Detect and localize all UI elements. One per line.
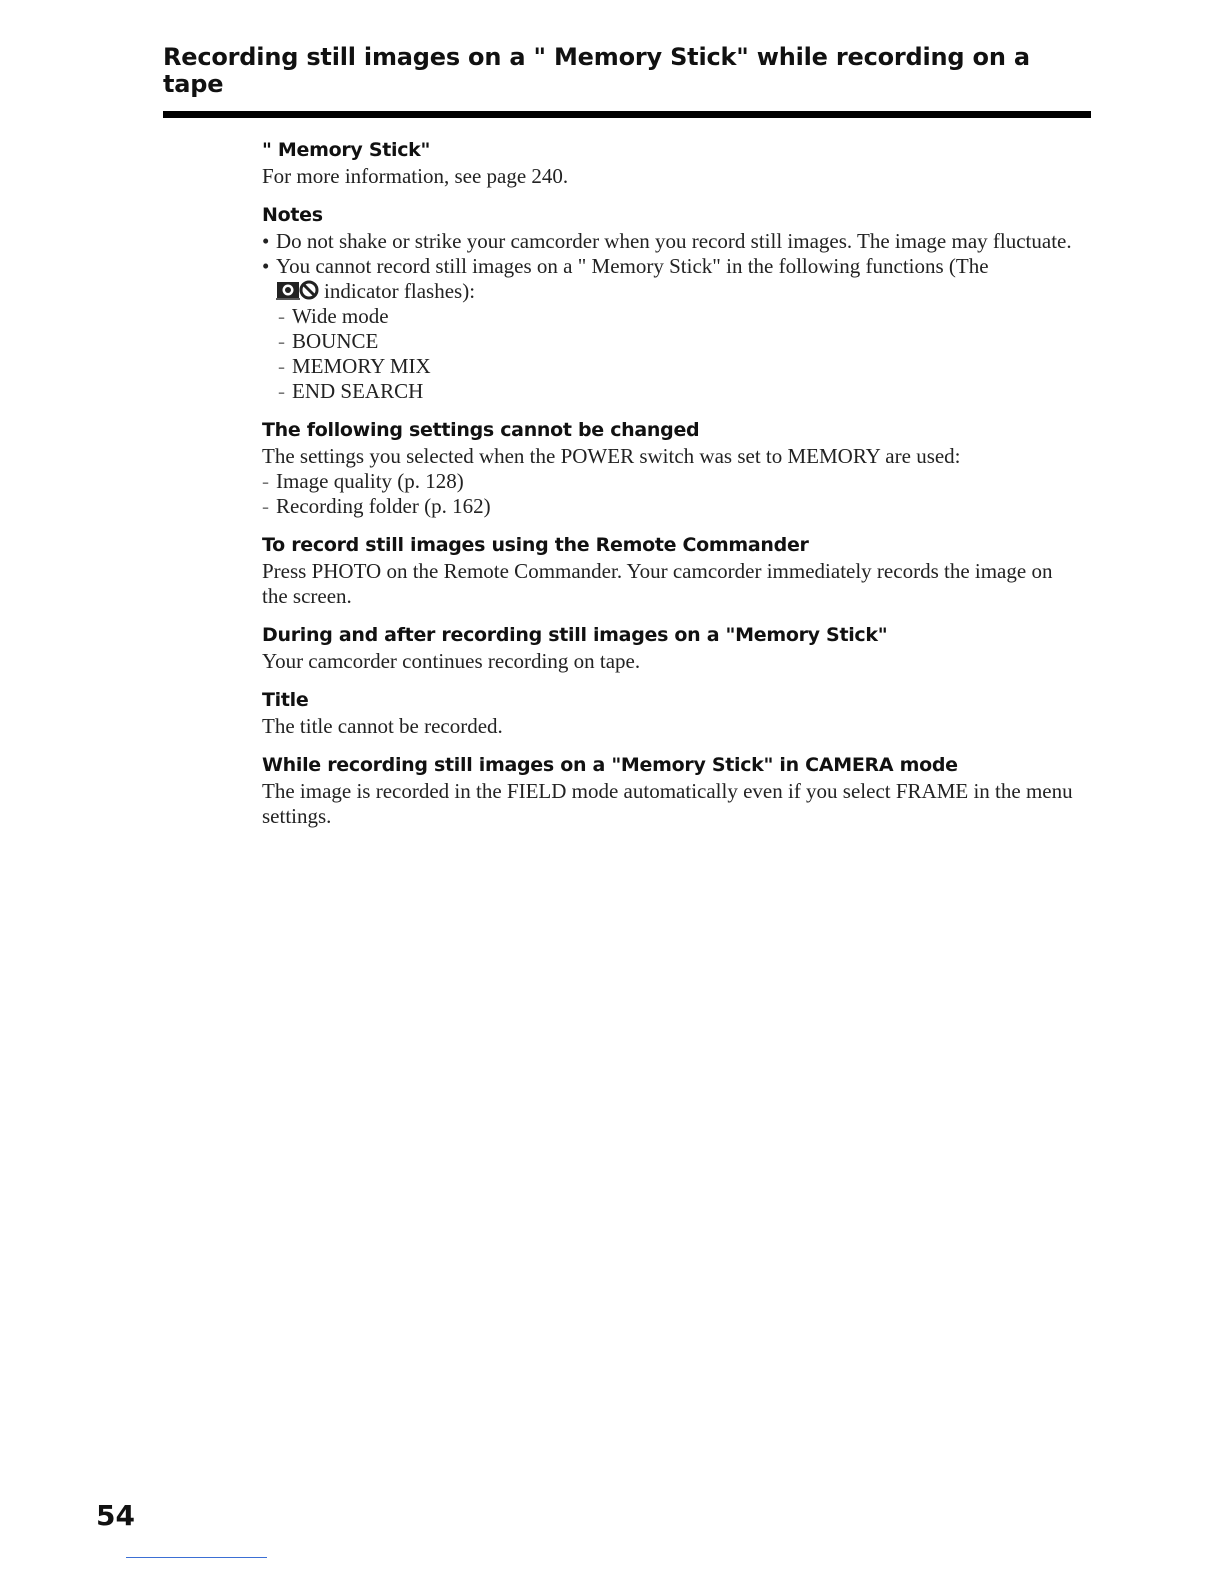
title-heading: Title	[262, 689, 309, 711]
note-bullet-2	[262, 254, 1082, 304]
remote-section	[262, 532, 1082, 609]
camera-mode-section	[262, 752, 1082, 829]
settings-item-recording-folder: - Recording folder (p. 162)	[262, 494, 1082, 519]
during-after-heading: During and after recording still images on a "Memory Stick"	[262, 624, 888, 646]
notes-section	[262, 202, 1082, 404]
note-bullet-2-text: You cannot record still images on a " Memory Stick" in the following functions (The	[276, 254, 989, 278]
remote-text: Press PHOTO on the Remote Commander. Your camcorder immediately records the image on the screen.	[262, 559, 1053, 608]
title-rule	[163, 111, 1091, 118]
memory-stick-prohibited-icon	[276, 279, 320, 301]
page-number: 54	[96, 1499, 135, 1532]
function-item-end-search: - END SEARCH	[278, 379, 1082, 404]
function-item-bounce: - BOUNCE	[278, 329, 1082, 354]
settings-section	[262, 417, 1082, 519]
settings-heading: The following settings cannot be changed	[262, 419, 700, 441]
camera-mode-text: The image is recorded in the FIELD mode automatically even if you select FRAME in the menu settings.	[262, 779, 1073, 828]
memory-stick-heading: " Memory Stick"	[262, 139, 431, 161]
function-item-memory-mix: - MEMORY MIX	[278, 354, 1082, 379]
footer-rule	[126, 1557, 267, 1558]
function-item-wide-mode: - Wide mode	[278, 304, 1082, 329]
camera-mode-heading: While recording still images on a "Memory Stick" in CAMERA mode	[262, 754, 958, 776]
settings-item-image-quality: - Image quality (p. 128)	[262, 469, 1082, 494]
page-content	[262, 137, 1082, 842]
during-after-section	[262, 622, 1082, 674]
page-title: Recording still images on a " Memory Stick" while recording on a tape	[163, 43, 1030, 98]
remote-heading: To record still images using the Remote Commander	[262, 534, 809, 556]
note-bullet-1: • Do not shake or strike your camcorder when you record still images. The image may fluctuate.	[262, 229, 1082, 254]
memory-stick-section	[262, 137, 1082, 189]
title-text: The title cannot be recorded.	[262, 714, 503, 738]
during-after-text: Your camcorder continues recording on tape.	[262, 649, 641, 673]
settings-text: The settings you selected when the POWER switch was set to MEMORY are used:	[262, 444, 961, 468]
notes-heading: Notes	[262, 204, 323, 226]
memory-stick-text: For more information, see page 240.	[262, 164, 569, 188]
note-bullet-2-suffix: indicator flashes):	[324, 279, 476, 303]
title-section	[262, 687, 1082, 739]
